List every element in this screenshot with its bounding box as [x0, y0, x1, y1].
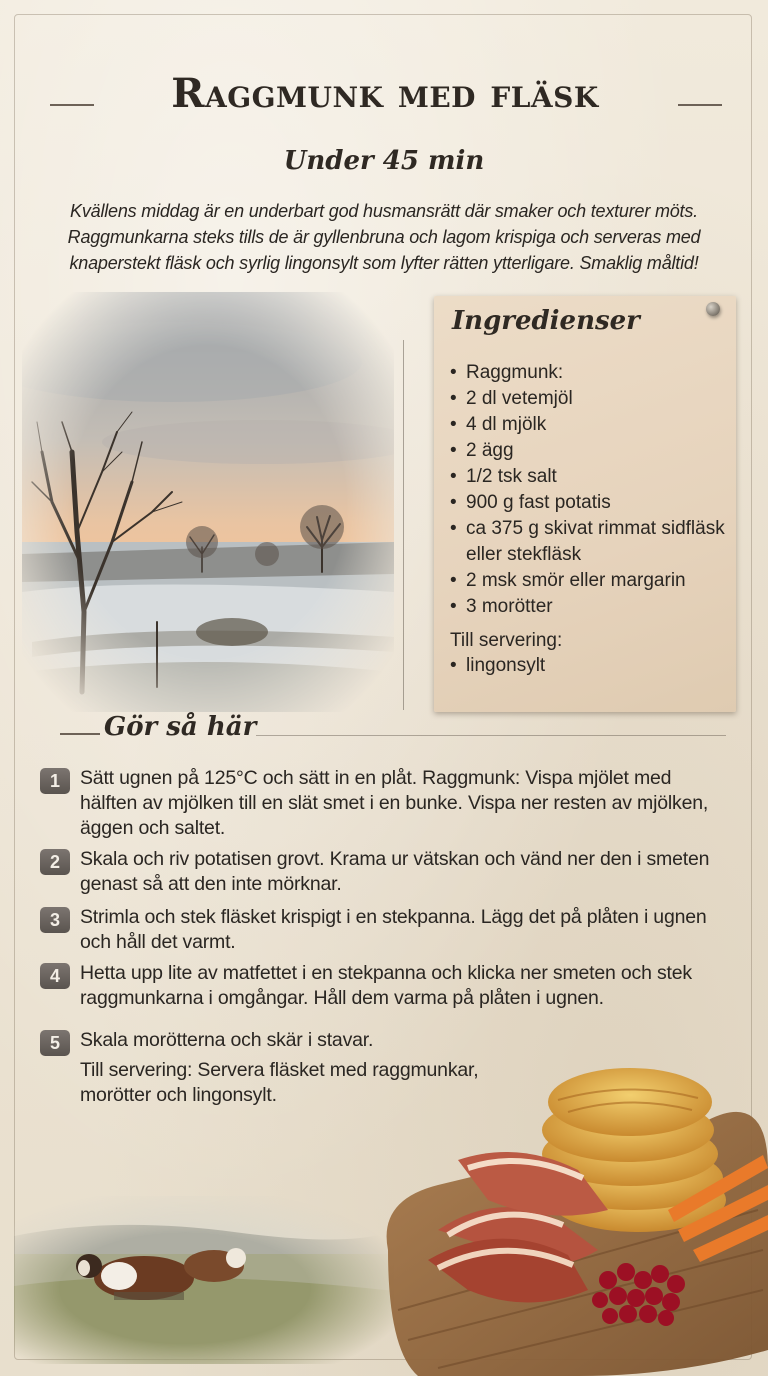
step-text: Hetta upp lite av matfettet i en stekpanna och klicka ner smeten och stek raggmunkarna i omgångar. Håll dem varma på plåten i ugnen.: [80, 962, 692, 1009]
ingredient-item: • 2 dl vetemjöl: [450, 386, 735, 412]
title-row: [0, 64, 768, 136]
serving-note: Till servering: Servera fläsket med raggmunkar, morötter och lingonsylt.: [80, 1059, 479, 1106]
method-step: [40, 847, 710, 899]
ingredients-heading: Ingredienser: [452, 306, 640, 336]
step-number: 4: [40, 963, 70, 989]
method-step: [40, 905, 710, 957]
step-text: Strimla och stek fläsket krispigt i en stekpanna. Lägg det på plåten i ugnen och håll det varmt.: [80, 906, 707, 953]
step-number: 2: [40, 849, 70, 875]
recipe-time: Under 45 min: [283, 146, 485, 176]
method-step: [40, 961, 710, 1013]
vertical-divider: [403, 340, 404, 710]
winter-landscape-image: [22, 292, 394, 712]
step-text: Skala och riv potatisen grovt. Krama ur vätskan och vänd ner den i smeten genast så att den inte mörknar.: [80, 848, 710, 895]
step-number: 3: [40, 907, 70, 933]
recipe-intro: Kvällens middag är en underbart god husmansrätt där smaker och texturer möts. Raggmunkarna steks tills de är gyllenbruna och lagom krispiga och serveras med knaperstekt fläsk och syrlig lingonsylt som lyfter rätten ytterligare. Smaklig måltid!: [67, 201, 701, 273]
ingredient-item: • 2 msk smör eller margarin: [450, 568, 735, 594]
step-text: Skala morötterna och skär i stavar.: [80, 1029, 374, 1051]
step-number: 5: [40, 1030, 70, 1056]
ingredient-item: • Raggmunk:: [450, 360, 735, 386]
method-rule-left: [60, 733, 100, 735]
method-step: [40, 766, 710, 842]
serving-item: • lingonsylt: [450, 655, 545, 677]
method-heading: Gör så här: [104, 712, 257, 742]
title-rule-left: [50, 104, 94, 106]
ingredient-item: • 3 morötter: [450, 594, 735, 620]
ingredient-item: • 4 dl mjölk: [450, 412, 735, 438]
cows-in-field-image: [14, 1196, 394, 1364]
ingredient-item: • ca 375 g skivat rimmat sidfläsk eller stekfläsk: [450, 516, 735, 568]
ingredient-item: • 1/2 tsk salt: [450, 464, 735, 490]
recipe-title: Raggmunk med fläsk: [171, 70, 599, 117]
pushpin-icon: [706, 302, 720, 316]
ingredient-item: • 900 g fast potatis: [450, 490, 735, 516]
serving-heading: Till servering:: [450, 630, 563, 651]
step-text: Sätt ugnen på 125°C och sätt in en plåt. Raggmunk: Vispa mjölet med hälften av mjölken till en slät smet i en bunke. Vispa ner resten av mjölken, äggen och saltet.: [80, 767, 709, 839]
raggmunk-plate-image: [378, 1050, 768, 1376]
ingredients-list: [450, 360, 735, 620]
step-number: 1: [40, 768, 70, 794]
method-rule-right: [256, 735, 726, 736]
ingredient-item: • 2 ägg: [450, 438, 735, 464]
title-rule-right: [678, 104, 722, 106]
